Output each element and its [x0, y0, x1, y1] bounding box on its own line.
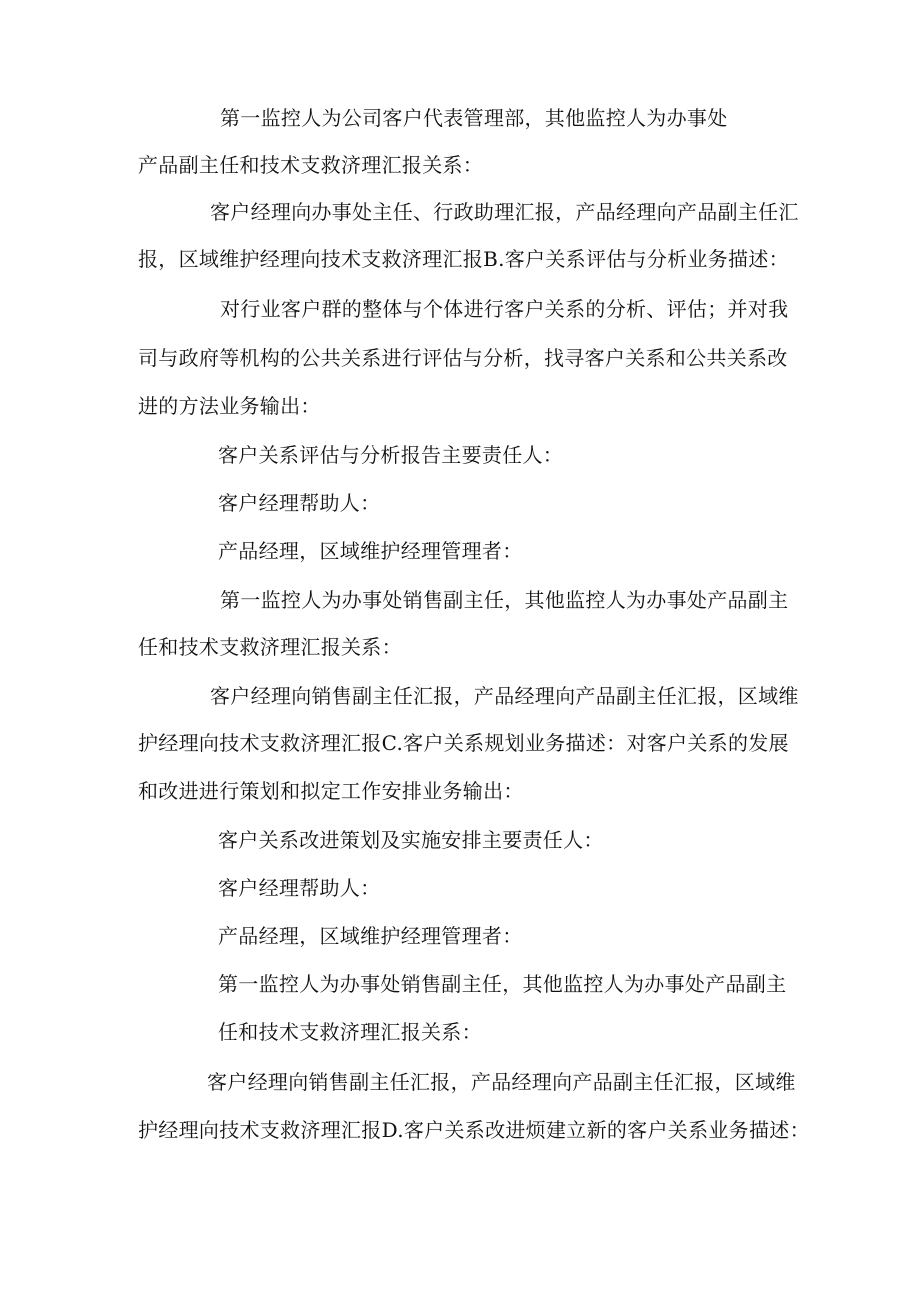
paragraph-line-4: 报，区域维护经理向技术支救济理汇报B.客户关系评估与分析业务描述： [138, 247, 789, 271]
paragraph-line-1: 第一监控人为公司客户代表管理部，其他监控人为办事处 [220, 106, 728, 130]
paragraph-line-22: 护经理向技术支救济理汇报D.客户关系改进烦建立新的客户关系业务描述： [138, 1118, 810, 1142]
paragraph-line-10: 产品经理，区域维护经理管理者： [218, 539, 523, 563]
paragraph-line-12: 任和技术支救济理汇报关系： [138, 635, 402, 659]
paragraph-line-14: 护经理向技术支救济理汇报C.客户关系规划业务描述：对客户关系的发展 [138, 731, 789, 755]
paragraph-line-9: 客户经理帮助人： [218, 491, 381, 515]
paragraph-line-21: 客户经理向销售副主任汇报，产品经理向产品副主任汇报，区域维 [207, 1070, 796, 1094]
paragraph-line-8: 客户关系评估与分析报告主要责任人： [218, 443, 564, 467]
paragraph-line-15: 和改进进行策划和拟定工作安排业务输出： [138, 779, 524, 803]
paragraph-line-3: 客户经理向办事处主任、行政助理汇报，产品经理向产品副主任汇 [210, 200, 799, 224]
paragraph-line-6: 司与政府等机构的公共关系进行评估与分析，找寻客户关系和公共关系改 [138, 346, 788, 370]
paragraph-line-18: 产品经理，区域维护经理管理者： [218, 924, 523, 948]
paragraph-line-2: 产品副主任和技术支救济理汇报关系： [138, 153, 484, 177]
paragraph-line-17: 客户经理帮助人： [218, 876, 381, 900]
paragraph-line-11: 第一监控人为办事处销售副主任，其他监控人为办事处产品副主 [220, 588, 789, 612]
paragraph-line-20: 任和技术支救济理汇报关系： [218, 1020, 482, 1044]
paragraph-line-19: 第一监控人为办事处销售副主任，其他监控人为办事处产品副主 [218, 972, 787, 996]
paragraph-line-16: 客户关系改进策划及实施安排主要责任人： [218, 828, 604, 852]
paragraph-line-5: 对行业客户群的整体与个体进行客户关系的分析、评估；并对我 [220, 297, 789, 321]
paragraph-line-13: 客户经理向销售副主任汇报，产品经理向产品副主任汇报，区域维 [210, 684, 799, 708]
paragraph-line-7: 进的方法业务输出： [138, 394, 321, 418]
